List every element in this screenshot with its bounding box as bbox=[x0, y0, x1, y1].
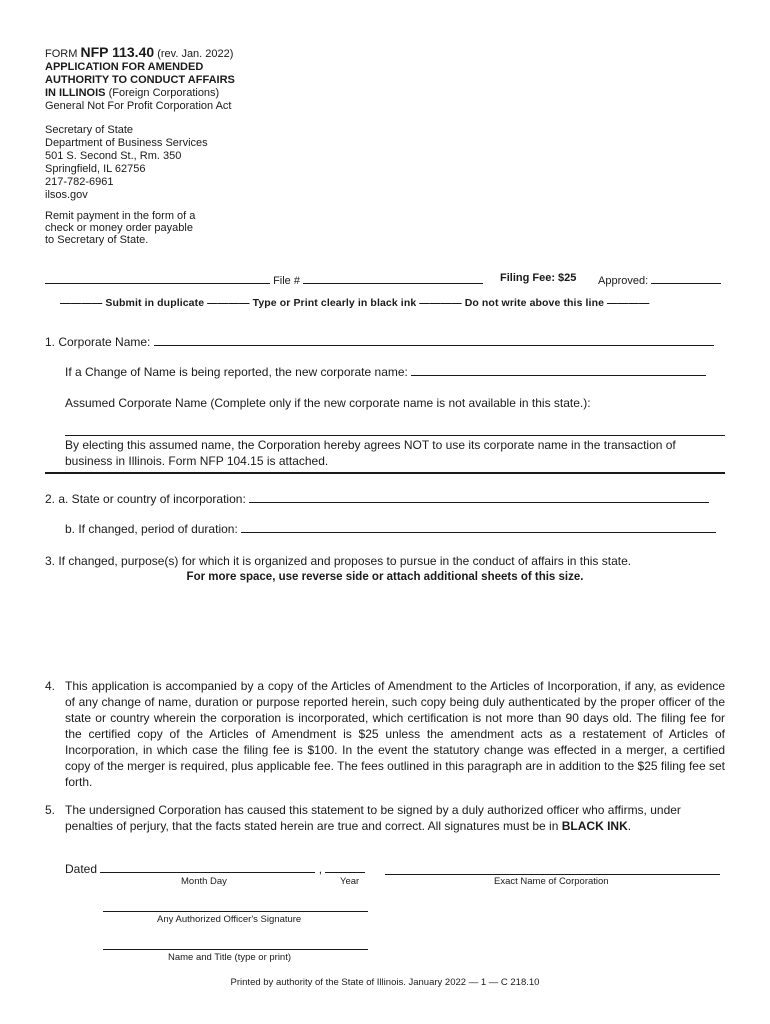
state-of-incorporation-line[interactable] bbox=[249, 491, 709, 503]
duration-field[interactable] bbox=[65, 521, 716, 537]
exact-name-caption: Exact Name of Corporation bbox=[494, 876, 609, 887]
office-blank-line bbox=[45, 272, 270, 284]
item-4-text: This application is accompanied by a copy of the Articles of Amendment to the Articles of Incorporation, if any, as evidence of any change of name, duration or purpose reported herein, such copy being duly authenticated by the proper officer of the state or country wherein the corporation is incorporated, which certification is not more than 90 days old. The filing fee for the certified copy of the Articles of Amendment is $25 unless the amendment acts as a restatement of Articles of Incorporation, in which case the filing fee is $100. In the event the statutory change was effected in a merger, a certified copy of the merger is required, plus applicable fee. The fees outlined in this paragraph are in addition to the $25 filing fee set forth. bbox=[65, 679, 725, 789]
approved-line bbox=[651, 272, 721, 284]
approved-label: Approved: bbox=[598, 275, 649, 287]
year-line[interactable] bbox=[325, 861, 365, 873]
form-title-2: AUTHORITY TO CONDUCT AFFAIRS bbox=[45, 74, 235, 86]
month-day-line[interactable] bbox=[100, 861, 315, 873]
corporation-name-line[interactable] bbox=[385, 874, 720, 875]
address-phone: 217-782-6961 bbox=[45, 176, 114, 188]
more-space-note: For more space, use reverse side or attach additional sheets of this size. bbox=[186, 571, 584, 583]
electing-text-1: By electing this assumed name, the Corporation hereby agrees NOT to use its corporate name in the transaction of bbox=[65, 438, 676, 452]
office-use-row bbox=[45, 272, 483, 287]
address-line-2: Department of Business Services bbox=[45, 137, 208, 149]
year-caption: Year bbox=[340, 876, 360, 887]
purpose-area[interactable] bbox=[65, 590, 725, 670]
item-5-paragraph bbox=[65, 802, 725, 834]
remit-line-2: check or money order payable bbox=[45, 222, 193, 234]
black-ink-emphasis: BLACK INK bbox=[561, 819, 628, 833]
dated-field[interactable]: Dated , bbox=[65, 861, 365, 877]
act-name: General Not For Profit Corporation Act bbox=[45, 100, 232, 112]
corporate-name-label: 1. Corporate Name: bbox=[45, 335, 151, 349]
form-title-3 bbox=[45, 87, 219, 100]
form-title-3-bold: IN ILLINOIS bbox=[45, 87, 106, 99]
file-number-line bbox=[303, 272, 483, 284]
form-title-3-rest: (Foreign Corporations) bbox=[108, 87, 220, 99]
address-line-3: 501 S. Second St., Rm. 350 bbox=[45, 150, 182, 162]
new-name-line[interactable] bbox=[411, 364, 706, 376]
address-web: ilsos.gov bbox=[45, 189, 88, 201]
section-divider bbox=[45, 472, 725, 474]
form-revision: (rev. Jan. 2022) bbox=[157, 48, 234, 60]
state-of-incorporation-field[interactable] bbox=[45, 491, 709, 507]
officer-signature-caption: Any Authorized Officer's Signature bbox=[157, 914, 302, 925]
address-line-4: Springfield, IL 62756 bbox=[45, 163, 146, 175]
item-5-number: 5. bbox=[45, 803, 56, 817]
purpose-label: 3. If changed, purpose(s) for which it is organized and proposes to pursue in the conduct of affairs in this state. bbox=[45, 554, 632, 568]
duration-line[interactable] bbox=[241, 521, 716, 533]
name-title-caption: Name and Title (type or print) bbox=[168, 952, 292, 963]
assumed-name-line[interactable] bbox=[65, 435, 725, 436]
item-4-number: 4. bbox=[45, 679, 56, 693]
assumed-name-label: Assumed Corporate Name (Complete only if the new corporate name is not available in this state.): bbox=[65, 396, 591, 410]
item-5-text: The undersigned Corporation has caused this statement to be signed by a duly authorized officer who affirms, under penalties of perjury, that the facts stated herein are true and correct. All signatures must be in bbox=[65, 803, 681, 833]
form-title-1: APPLICATION FOR AMENDED bbox=[45, 61, 204, 73]
name-title-line[interactable] bbox=[103, 949, 368, 950]
dated-label: Dated bbox=[65, 862, 98, 876]
filing-fee: Filing Fee: $25 bbox=[500, 272, 577, 284]
form-number: NFP 113.40 bbox=[80, 44, 155, 60]
remit-line-3: to Secretary of State. bbox=[45, 234, 149, 246]
address-line-1: Secretary of State bbox=[45, 124, 134, 136]
remit-line-1: Remit payment in the form of a bbox=[45, 210, 196, 222]
approved-field bbox=[598, 272, 721, 287]
corporate-name-field[interactable] bbox=[45, 334, 714, 350]
form-prefix: FORM bbox=[45, 48, 78, 60]
officer-signature-line[interactable] bbox=[103, 911, 368, 912]
file-number-label: File # bbox=[273, 275, 300, 287]
month-day-caption: Month Day bbox=[181, 876, 227, 887]
duration-label: b. If changed, period of duration: bbox=[65, 522, 238, 536]
item-5-end: . bbox=[627, 819, 632, 833]
state-of-incorporation-label: 2. a. State or country of incorporation: bbox=[45, 492, 246, 506]
footer: Printed by authority of the State of Illinois. January 2022 — 1 — C 218.10 bbox=[230, 977, 540, 988]
new-name-field[interactable] bbox=[65, 364, 706, 380]
corporate-name-line[interactable] bbox=[154, 334, 714, 346]
instructions-banner: ———— Submit in duplicate ———— Type or Print clearly in black ink ———— Do not write above this line ———— bbox=[60, 297, 650, 309]
new-name-label: If a Change of Name is being reported, the new corporate name: bbox=[65, 365, 408, 379]
electing-text-2: business in Illinois. Form NFP 104.15 is attached. bbox=[65, 454, 329, 468]
form-id bbox=[45, 46, 233, 61]
